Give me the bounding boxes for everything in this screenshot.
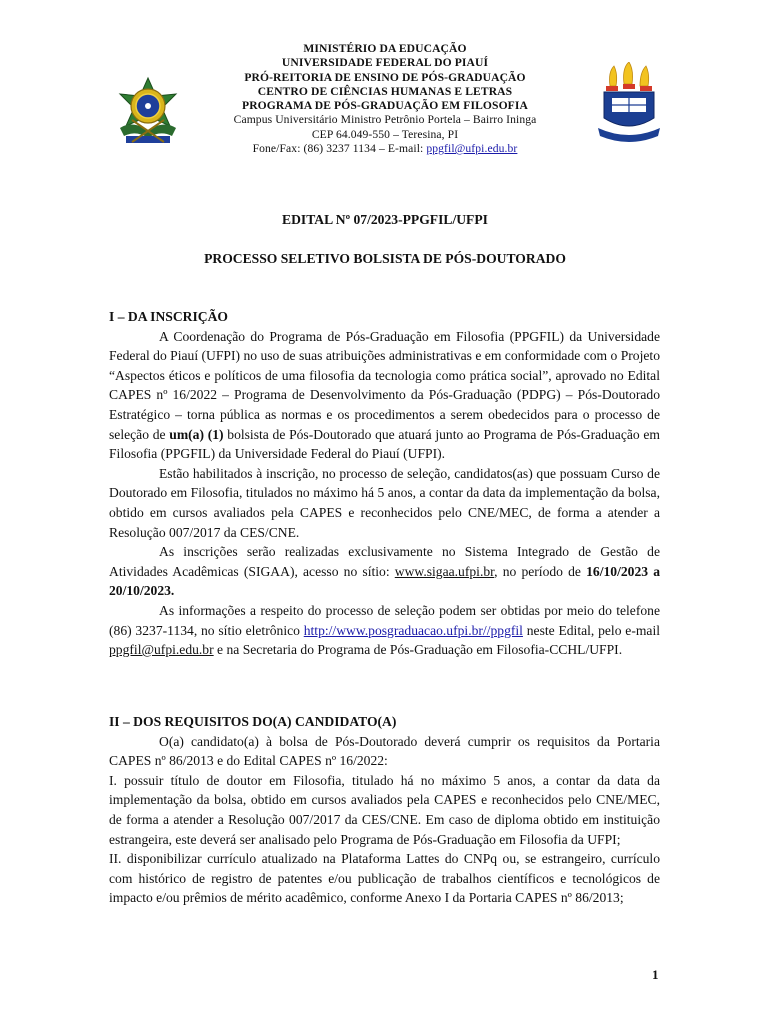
ppgfil-website-link[interactable]: http://www.posgraduacao.ufpi.br//ppgfil bbox=[303, 622, 523, 638]
requirement-item-2: II. disponibilizar currículo atualizado na Plataforma Lattes do CNPq ou, se estrangeiro, currículo com histórico de registro de patentes e/ou publicação de trabalhos científicos e tecnológicos de impacto e/ou prêmios de mérito acadêmico, conforme Anexo I da Portaria CAPES nº 86/2013; bbox=[109, 851, 660, 906]
center-name: CENTRO DE CIÊNCIAS HUMANAS E LETRAS bbox=[257, 84, 513, 98]
phone-text: Fone/Fax: (86) 3237 1134 – E-mail: bbox=[252, 142, 427, 156]
registration-period: 16/10/2023 a 20/10/2023. bbox=[109, 563, 661, 599]
section-requisitos bbox=[109, 712, 660, 908]
ufpi-logo bbox=[596, 62, 662, 142]
ministry-name: MINISTÉRIO DA EDUCAÇÃO bbox=[303, 42, 467, 55]
document-title: EDITAL Nº 07/2023-PPGFIL/UFPI bbox=[282, 212, 488, 227]
sigaa-link[interactable]: www.sigaa.ufpi.br bbox=[394, 563, 495, 579]
bold-span: um(a) (1) bbox=[169, 426, 224, 442]
letterhead bbox=[190, 42, 580, 156]
program-name: PROGRAMA DE PÓS-GRADUAÇÃO EM FILOSOFIA bbox=[242, 99, 528, 113]
paragraph-information bbox=[109, 601, 660, 660]
university-name: UNIVERSIDADE FEDERAL DO PIAUÍ bbox=[281, 56, 489, 70]
paragraph-registration bbox=[109, 542, 660, 601]
pro-rectory-name: PRÓ-REITORIA DE ENSINO DE PÓS-GRADUAÇÃO bbox=[244, 70, 526, 84]
text-span: bolsista de Pós-Doutorado que atuará junto ao Programa de Pós-Graduação em Filosofia (PPGFIL) da Universidade Federal do Piauí (UFPI). bbox=[109, 426, 660, 462]
header-email-link[interactable]: ppgfil@ufpi.edu.br bbox=[426, 142, 518, 156]
paragraph-intro bbox=[109, 327, 660, 464]
campus-address: Campus Universitário Ministro Petrônio Portela – Bairro Ininga bbox=[233, 113, 537, 127]
section-heading: I – DA INSCRIÇÃO bbox=[109, 309, 228, 324]
text-span: As informações a respeito do processo de seleção podem ser obtidas por meio do telefone (86) 3237-1134, no sítio eletrônico bbox=[109, 602, 660, 638]
ppgfil-email-link[interactable]: ppgfil@ufpi.edu.br bbox=[109, 642, 214, 658]
page-number: 1 bbox=[652, 967, 659, 982]
paragraph-requirements-intro: O(a) candidato(a) à bolsa de Pós-Doutorado deverá cumprir os requisitos da Portaria CAPES nº 86/2013 e do Edital CAPES nº 16/2022: bbox=[109, 733, 660, 769]
text-span: As inscrições serão realizadas exclusivamente no Sistema Integrado de Gestão de Atividades Acadêmicas (SIGAA), acesso no sítio: bbox=[109, 544, 660, 579]
text-span: neste Edital, pelo e-mail bbox=[522, 622, 661, 638]
contact-line bbox=[190, 142, 580, 156]
text-span: e na Secretaria do Programa de Pós-Graduação em Filosofia-CCHL/UFPI. bbox=[213, 642, 623, 658]
text-span: , no período de bbox=[494, 563, 587, 579]
requirement-item-1: I. possuir título de doutor em Filosofia, titulado há no máximo 5 anos, a contar da data da implementação da bolsa, obtido em cursos avaliados pela CAPES e reconhecidos pelo CNE/MEC, de forma a atender a Resolução 007/2017 da CES/CNE. Em caso de diploma obtido em instituição estrangeira, este deverá ser analisado pelo Programa de Pós-Graduação em Filosofia da UFPI; bbox=[109, 772, 660, 847]
paragraph-eligibility: Estão habilitados à inscrição, no processo de seleção, candidatos(as) que possuam Curso de Doutorado em Filosofia, titulados no máximo há 5 anos, a contar da data da implementação da bolsa, obtido em cursos avaliados pela CAPES e reconhecidos pelo CNE/MEC, de forma a atender a Resolução 007/2017 da CES/CNE. bbox=[109, 465, 660, 540]
cep-city: CEP 64.049-550 – Teresina, PI bbox=[311, 127, 459, 141]
document-subtitle: PROCESSO SELETIVO BOLSISTA DE PÓS-DOUTORADO bbox=[204, 251, 566, 266]
brazil-coat-of-arms-logo bbox=[112, 76, 184, 148]
text-span: A Coordenação do Programa de Pós-Graduação em Filosofia (PPGFIL) da Universidade Federal do Piauí (UFPI) no uso de suas atribuições administrativas e em conformidade com o Projeto “Aspectos éticos e políticos de uma filosofia da tecnologia como prática social”, aprovado no Edital CAPES nº 16/2022 – Programa de Desenvolvimento da Pós-Graduação (PDPG) – Pós-Doutorado Estratégico – torna pública as normas e os procedimentos a serem obedecidos para o processo de seleção de bbox=[109, 328, 660, 442]
section-inscricao bbox=[109, 307, 660, 660]
section-heading: II – DOS REQUISITOS DO(A) CANDIDATO(A) bbox=[109, 714, 397, 729]
